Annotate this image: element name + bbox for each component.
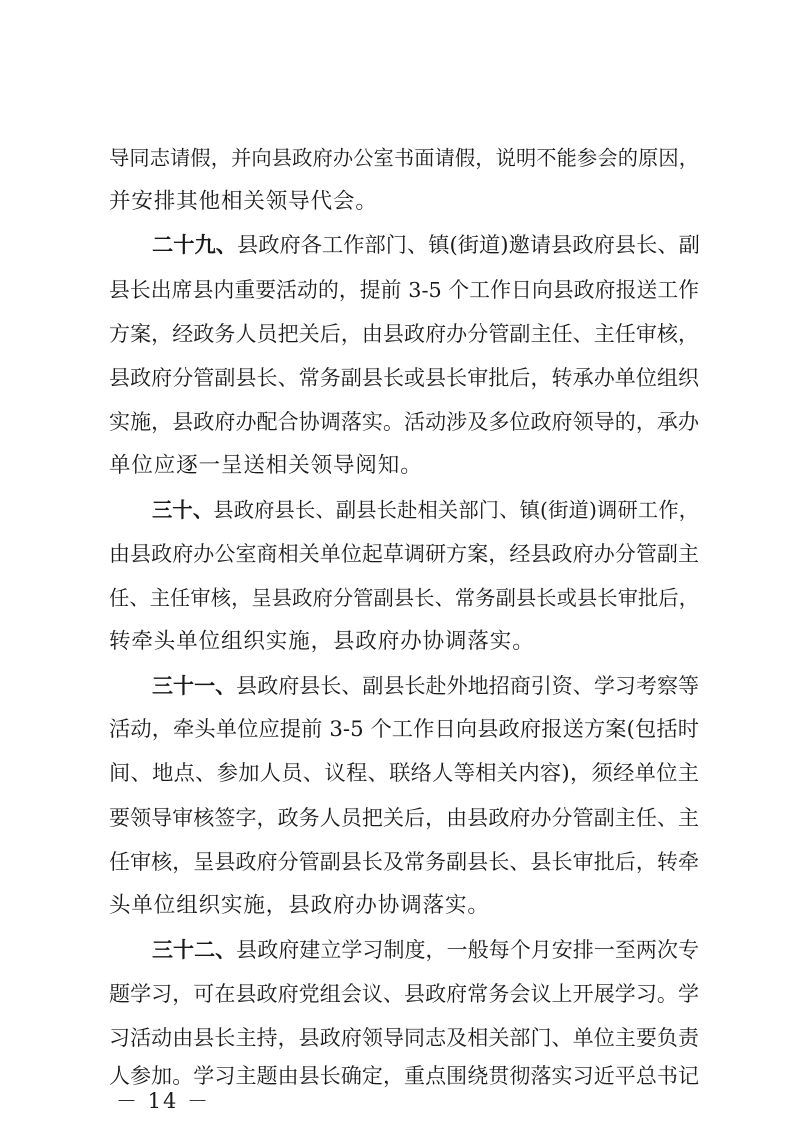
paragraph-29-first-line — [152, 228, 699, 264]
line-text: 并安排其他相关领导代会。 — [109, 189, 378, 214]
line-text: 任、主任审核，呈县政府分管副县长、常务副县长或县长审批后， — [109, 586, 699, 610]
text-line — [109, 888, 699, 924]
clause-heading: 三十二、 — [152, 937, 237, 962]
line-text: 方案，经政务人员把关后，由县政府办分管副主任、主任审核， — [109, 322, 699, 346]
line-text: 县政府县长、副县长赴相关部门、镇(街道)调研工作， — [213, 498, 699, 522]
line-text: 县政府分管副县长、常务副县长或县长审批后，转承办单位组织 — [109, 366, 699, 390]
text-line — [109, 536, 699, 572]
line-text: 人参加。学习主题由县长确定，重点围绕贯彻落实习近平总书记 — [109, 1064, 699, 1088]
text-line — [109, 448, 699, 484]
line-text: 习活动由县长主持，县政府领导同志及相关部门、单位主要负责 — [109, 1026, 699, 1050]
line-text: 导同志请假，并向县政府办公室书面请假，说明不能参会的原因， — [109, 146, 699, 170]
line-text: 转牵头单位组织实施，县政府办协调落实。 — [109, 629, 535, 654]
text-line — [109, 272, 699, 308]
text-line — [109, 360, 699, 396]
page-number: － 14 － — [116, 1089, 211, 1113]
line-text: 县政府县长、副县长赴外地招商引资、学习考察等 — [236, 674, 700, 698]
text-line — [109, 844, 699, 880]
text-line — [109, 184, 699, 220]
paragraph-32-first-line — [152, 932, 699, 968]
text-line — [109, 624, 699, 660]
line-text: 县政府建立学习制度，一般每个月安排一至两次专 — [236, 938, 700, 962]
text-line — [109, 316, 699, 352]
line-text: 头单位组织实施，县政府办协调落实。 — [109, 893, 490, 918]
line-text: 任审核，呈县政府分管副县长及常务副县长、县长审批后，转牵 — [109, 850, 699, 874]
line-text: 要领导审核签字，政务人员把关后，由县政府办分管副主任、主 — [109, 806, 699, 830]
line-text: 间、地点、参加人员、议程、联络人等相关内容)，须经单位主 — [109, 761, 699, 786]
line-text: 县长出席县内重要活动的，提前 3-5 个工作日向县政府报送工作 — [109, 278, 699, 302]
line-text: 题学习，可在县政府党组会议、县政府常务会议上开展学习。学 — [109, 982, 699, 1006]
line-text: 实施，县政府办配合协调落实。活动涉及多位政府领导的，承办 — [109, 410, 699, 434]
text-line — [109, 712, 699, 748]
line-text: 活动，牵头单位应提前 3-5 个工作日向县政府报送方案(包括时 — [109, 717, 699, 742]
text-line — [109, 800, 699, 836]
line-text: 由县政府办公室商相关单位起草调研方案，经县政府办分管副主 — [109, 542, 699, 566]
text-line — [109, 1020, 699, 1056]
line-text: 单位应逐一呈送相关领导阅知。 — [109, 453, 423, 478]
clause-heading: 三十、 — [152, 498, 214, 522]
text-line — [109, 404, 699, 440]
text-line — [109, 580, 699, 616]
clause-heading: 二十九、 — [152, 233, 238, 258]
text-line — [109, 756, 699, 792]
text-line — [109, 140, 699, 176]
paragraph-31-first-line — [152, 668, 699, 704]
paragraph-30-first-line — [152, 492, 699, 528]
text-line — [109, 976, 699, 1012]
clause-heading: 三十一、 — [152, 673, 237, 698]
line-text: 县政府各工作部门、镇(街道)邀请县政府县长、副 — [237, 233, 700, 258]
